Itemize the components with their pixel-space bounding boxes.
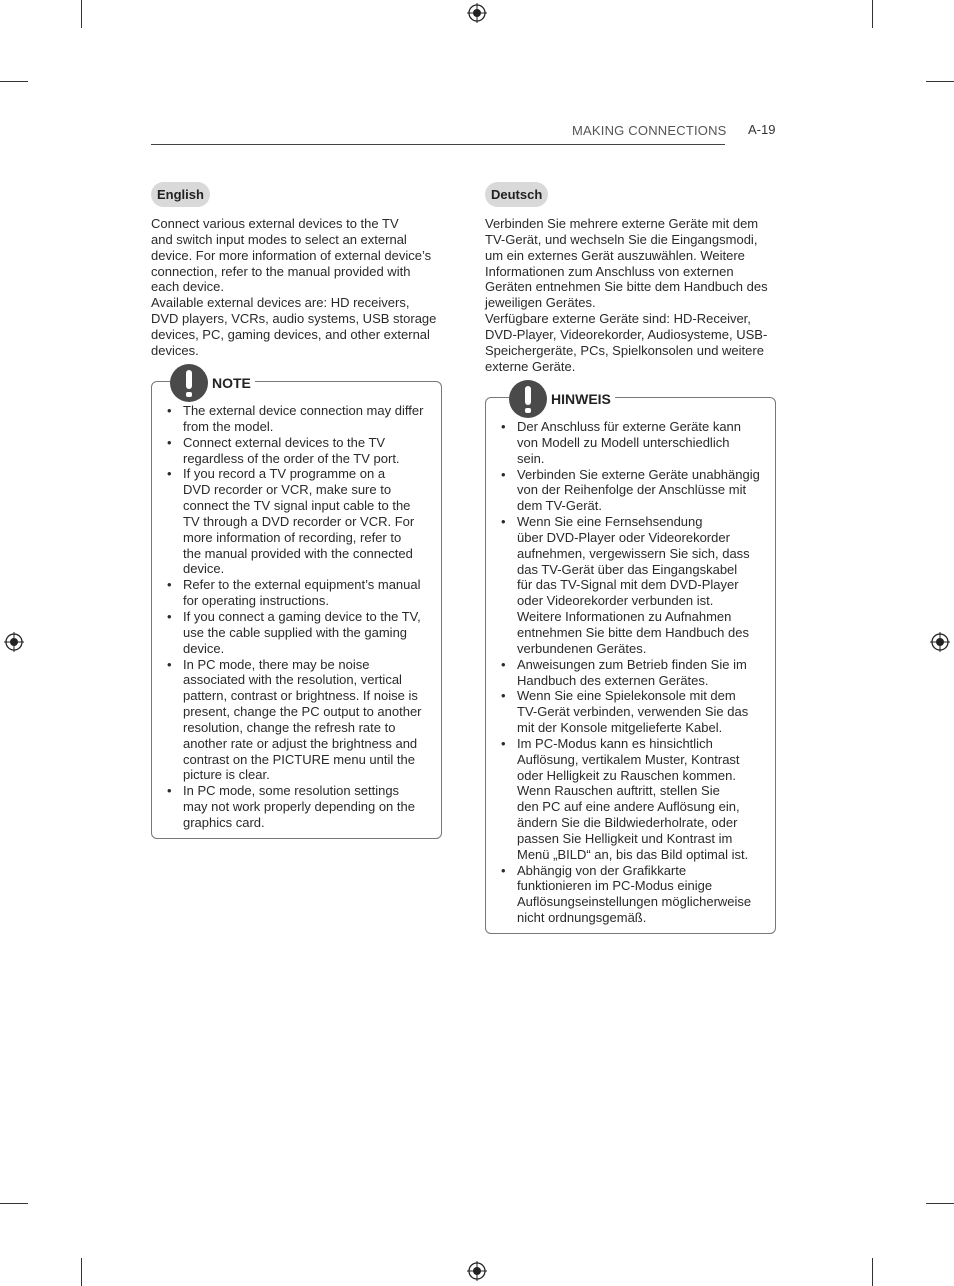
note-line: more information of recording, refer to bbox=[183, 529, 402, 545]
intro-line: Informationen zum Anschluss von externen bbox=[485, 263, 734, 279]
deutsch-column bbox=[485, 182, 777, 374]
intro-line: and switch input modes to select an external bbox=[151, 231, 407, 247]
exclamation-icon bbox=[170, 364, 208, 402]
note-line: oder Helligkeit zu Rauschen kommen. bbox=[517, 767, 736, 783]
note-item bbox=[167, 783, 443, 831]
note-line: • In PC mode, there may be noise bbox=[183, 656, 370, 672]
intro-line: devices. bbox=[151, 342, 199, 358]
note-line: Weitere Informationen zu Aufnahmen bbox=[517, 609, 732, 625]
note-line: may not work properly depending on the bbox=[183, 799, 415, 815]
note-line: device. bbox=[183, 561, 225, 577]
page-number: A-19 bbox=[748, 122, 776, 137]
note-title: HINWEIS bbox=[551, 391, 611, 407]
note-line: verbundenen Gerätes. bbox=[517, 640, 647, 656]
note-line: nicht ordnungsgemäß. bbox=[517, 910, 647, 926]
note-line: • Im PC-Modus kann es hinsichtlich bbox=[517, 735, 713, 751]
note-line: present, change the PC output to another bbox=[183, 704, 422, 720]
note-line: the manual provided with the connected bbox=[183, 545, 413, 561]
crop-mark bbox=[81, 0, 82, 28]
note-line: • Wenn Sie eine Spielekonsole mit dem bbox=[517, 688, 736, 704]
crop-mark bbox=[926, 81, 954, 82]
note-line: another rate or adjust the brightness and bbox=[183, 735, 418, 751]
note-line: • The external device connection may differ bbox=[183, 403, 424, 418]
note-line: • Abhängig von der Grafikkarte bbox=[517, 862, 687, 878]
language-label-english: English bbox=[151, 182, 210, 207]
note-line: von Modell zu Modell unterschiedlich bbox=[517, 434, 730, 450]
crop-mark bbox=[926, 1203, 954, 1204]
note-line: • If you record a TV programme on a bbox=[183, 466, 386, 482]
crop-mark bbox=[0, 1203, 28, 1204]
exclamation-icon bbox=[509, 380, 547, 418]
header-divider bbox=[151, 144, 725, 145]
note-line: Handbuch des externen Gerätes. bbox=[517, 672, 709, 688]
note-box-english bbox=[151, 375, 442, 839]
section-title: MAKING CONNECTIONS bbox=[572, 123, 727, 138]
note-line: • Der Anschluss für externe Geräte kann bbox=[517, 419, 742, 434]
registration-mark-icon bbox=[930, 632, 950, 652]
note-item bbox=[501, 688, 777, 736]
note-item bbox=[167, 657, 443, 784]
note-line: das TV-Gerät über das Eingangskabel bbox=[517, 561, 738, 577]
note-header bbox=[509, 380, 615, 418]
note-item bbox=[501, 657, 777, 689]
intro-line: Verfügbare externe Geräte sind: HD-Receiver, bbox=[485, 311, 751, 327]
intro-line: Speichergeräte, PCs, Spielkonsolen und weitere bbox=[485, 342, 764, 358]
note-line: aufnehmen, vergewissern Sie sich, dass bbox=[517, 545, 750, 561]
note-item bbox=[167, 577, 443, 609]
note-item bbox=[167, 435, 443, 467]
note-line: TV through a DVD recorder or VCR. For bbox=[183, 513, 415, 529]
note-item bbox=[501, 419, 777, 467]
note-line: • Connect external devices to the TV bbox=[183, 434, 386, 450]
note-item bbox=[501, 863, 777, 926]
note-line: entnehmen Sie bitte dem Handbuch des bbox=[517, 624, 749, 640]
note-line: pattern, contrast or brightness. If noise is bbox=[183, 688, 418, 704]
note-line: ändern Sie die Bildwiederholrate, oder bbox=[517, 815, 738, 831]
note-line: Auflösungseinstellungen möglicherweise bbox=[517, 894, 752, 910]
note-item bbox=[501, 514, 777, 657]
note-line: device. bbox=[183, 640, 225, 656]
note-list-deutsch bbox=[501, 419, 777, 926]
english-intro bbox=[151, 216, 443, 359]
intro-line: devices, PC, gaming devices, and other external bbox=[151, 326, 430, 342]
crop-mark bbox=[872, 0, 873, 28]
note-line: • Refer to the external equipment’s manual bbox=[183, 577, 421, 593]
note-line: passen Sie Helligkeit und Kontrast im bbox=[517, 830, 733, 846]
note-line: use the cable supplied with the gaming bbox=[183, 624, 408, 640]
note-line: associated with the resolution, vertical bbox=[183, 672, 402, 688]
note-item bbox=[501, 736, 777, 863]
note-list-english bbox=[167, 403, 443, 831]
note-line: from the model. bbox=[183, 418, 274, 434]
note-item bbox=[167, 403, 443, 435]
note-line: funktionieren im PC-Modus einige bbox=[517, 878, 713, 894]
note-line: mit der Konsole mitgelieferte Kabel. bbox=[517, 720, 723, 736]
note-line: for operating instructions. bbox=[183, 593, 329, 609]
intro-line: connection, refer to the manual provided with bbox=[151, 263, 411, 279]
note-line: resolution, change the refresh rate to bbox=[183, 719, 396, 735]
note-box-deutsch bbox=[485, 391, 776, 934]
note-line: • In PC mode, some resolution settings bbox=[183, 783, 400, 799]
intro-line: Available external devices are: HD receivers, bbox=[151, 295, 410, 311]
intro-line: Verbinden Sie mehrere externe Geräte mit dem bbox=[485, 216, 759, 231]
note-line: von der Reihenfolge der Anschlüsse mit bbox=[517, 482, 747, 498]
note-line: contrast on the PICTURE menu until the bbox=[183, 751, 415, 767]
note-line: connect the TV signal input cable to the bbox=[183, 498, 411, 514]
intro-line: each device. bbox=[151, 279, 224, 295]
language-label-deutsch: Deutsch bbox=[485, 182, 548, 207]
intro-line: TV-Gerät, und wechseln Sie die Eingangsmodi, bbox=[485, 231, 758, 247]
note-line: für das TV-Signal mit dem DVD-Player bbox=[517, 577, 739, 593]
intro-line: device. For more information of external device’s bbox=[151, 247, 432, 263]
note-line: TV-Gerät verbinden, verwenden Sie das bbox=[517, 704, 749, 720]
note-line: sein. bbox=[517, 450, 545, 466]
note-line: • Anweisungen zum Betrieb finden Sie im bbox=[517, 656, 747, 672]
deutsch-intro bbox=[485, 216, 777, 374]
intro-line: DVD-Player, Videorekorder, Audiosysteme, USB- bbox=[485, 326, 768, 342]
crop-mark bbox=[872, 1258, 873, 1286]
crop-mark bbox=[81, 1258, 82, 1286]
note-line: DVD recorder or VCR, make sure to bbox=[183, 482, 392, 498]
intro-line: um ein externes Gerät auszuwählen. Weitere bbox=[485, 247, 745, 263]
note-line: dem TV-Gerät. bbox=[517, 498, 603, 514]
intro-line: DVD players, VCRs, audio systems, USB storage bbox=[151, 311, 437, 327]
intro-line: externe Geräte. bbox=[485, 358, 576, 374]
note-line: Wenn Rauschen auftritt, stellen Sie bbox=[517, 783, 720, 799]
registration-mark-icon bbox=[467, 3, 487, 23]
note-item bbox=[167, 609, 443, 657]
note-header bbox=[170, 364, 255, 402]
note-line: • Verbinden Sie externe Geräte unabhängig bbox=[517, 466, 760, 482]
registration-mark-icon bbox=[467, 1261, 487, 1281]
note-line: oder Videorekorder verbunden ist. bbox=[517, 593, 714, 609]
crop-mark bbox=[0, 81, 28, 82]
intro-line: jeweiligen Gerätes. bbox=[485, 295, 596, 311]
note-line: den PC auf eine andere Auflösung ein, bbox=[517, 799, 740, 815]
note-line: picture is clear. bbox=[183, 767, 270, 783]
note-line: • If you connect a gaming device to the TV, bbox=[183, 608, 421, 624]
note-line: Menü „BILD“ an, bis das Bild optimal ist. bbox=[517, 846, 749, 862]
note-line: graphics card. bbox=[183, 814, 265, 830]
note-item bbox=[501, 467, 777, 515]
english-column bbox=[151, 182, 443, 359]
intro-line: Geräten entnehmen Sie bitte dem Handbuch des bbox=[485, 279, 768, 295]
note-line: regardless of the order of the TV port. bbox=[183, 450, 400, 466]
registration-mark-icon bbox=[4, 632, 24, 652]
intro-line: Connect various external devices to the TV bbox=[151, 216, 399, 231]
note-line: • Wenn Sie eine Fernsehsendung bbox=[517, 514, 703, 530]
note-item bbox=[167, 466, 443, 577]
note-title: NOTE bbox=[212, 375, 251, 391]
note-line: über DVD-Player oder Videorekorder bbox=[517, 529, 730, 545]
note-line: Auflösung, vertikalem Muster, Kontrast bbox=[517, 751, 740, 767]
